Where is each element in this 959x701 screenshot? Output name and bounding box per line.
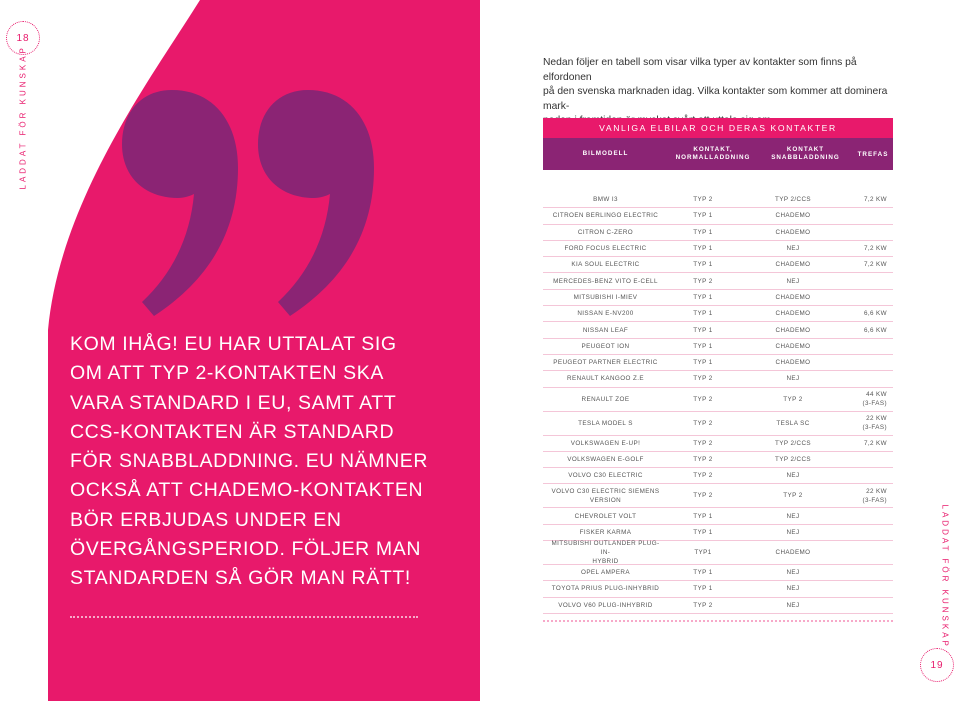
connector-table: [543, 118, 893, 622]
table-row: [543, 273, 893, 289]
table-row: [543, 241, 893, 257]
cell-model: OPEL AMPERA: [581, 569, 630, 577]
intro-line: Nedan följer en tabell som visar vilka typer av kontakter som finns på elfordonen: [543, 57, 857, 83]
cell-fast: TESLA SC: [776, 419, 810, 427]
cell-normal: TYP 1: [693, 212, 713, 220]
cell-fast: NEJ: [786, 245, 800, 253]
cell-fast: CHADEMO: [775, 326, 811, 334]
page-number-left: 18: [6, 21, 40, 55]
cell-normal: TYP 2: [693, 439, 713, 447]
cell-model: VOLKSWAGEN E-UP!: [570, 439, 641, 447]
cell-fast: CHADEMO: [775, 549, 811, 557]
header-fast: KONTAKT SNABBLADDNING: [771, 146, 840, 161]
table-row: [543, 322, 893, 338]
table-title: VANLIGA ELBILAR OCH DERAS KONTAKTER: [543, 118, 893, 138]
quote-text: [70, 330, 470, 594]
cell-normal: TYP 1: [693, 342, 713, 350]
cell-model: CHEVROLET VOLT: [574, 512, 637, 520]
table-row: [543, 412, 893, 436]
cell-model: CITROEN BERLINGO ELECTRIC: [552, 212, 659, 220]
table-row: [543, 468, 893, 484]
cell-fast: CHADEMO: [775, 293, 811, 301]
divider-left: [70, 616, 418, 618]
table-row: [543, 355, 893, 371]
table-row: [543, 225, 893, 241]
cell-three-phase: 6,6 KW: [863, 326, 887, 334]
cell-three-phase: 22 KW (3-FAS): [862, 415, 887, 432]
cell-normal: TYP 2: [693, 395, 713, 403]
intro-line: på den svenska marknaden idag. Vilka kontakter som kommer att dominera mark-: [543, 86, 888, 112]
cell-model: RENAULT KANGOO Z.E: [567, 375, 644, 383]
header-model: BILMODELL: [582, 150, 629, 157]
table-row: [543, 257, 893, 273]
cell-normal: TYP 1: [693, 569, 713, 577]
cell-model: FISKER KARMA: [579, 528, 632, 536]
cell-fast: NEJ: [786, 512, 800, 520]
cell-fast: CHADEMO: [775, 228, 811, 236]
cell-fast: NEJ: [786, 528, 800, 536]
quote-line: ÖVERGÅNGSPERIOD. FÖLJER MAN: [70, 538, 422, 561]
cell-model: KIA SOUL ELECTRIC: [571, 261, 640, 269]
table-row: [543, 541, 893, 565]
quote-line: STANDARDEN SÅ GÖR MAN RÄTT!: [70, 567, 411, 590]
quote-line: OCKSÅ ATT CHADEMO-KONTAKTEN: [70, 479, 424, 502]
page-number-right: 19: [920, 648, 954, 682]
cell-normal: TYP 2: [693, 419, 713, 427]
cell-three-phase: 44 KW (3-FAS): [862, 391, 887, 408]
cell-normal: TYP 1: [693, 245, 713, 253]
table-row: [543, 452, 893, 468]
cell-three-phase: 7,2 KW: [863, 245, 887, 253]
cell-three-phase: 7,2 KW: [863, 439, 887, 447]
cell-model: NISSAN LEAF: [582, 326, 629, 334]
cell-three-phase: 7,2 KW: [863, 261, 887, 269]
cell-model: RENAULT ZOE: [581, 395, 630, 403]
cell-fast: NEJ: [786, 375, 800, 383]
cell-three-phase: 22 KW (3-FAS): [862, 487, 887, 504]
cell-fast: NEJ: [786, 601, 800, 609]
table-row: [543, 208, 893, 224]
table-bottom-divider: [543, 620, 893, 622]
table-row: [543, 508, 893, 524]
cell-model: VOLVO C30 ELECTRIC SIEMENS VERSION: [551, 487, 660, 504]
cell-normal: TYP 2: [693, 456, 713, 463]
table-row: [543, 290, 893, 306]
cell-fast: TYP 2: [783, 395, 803, 403]
quote-line: OM ATT TYP 2-KONTAKTEN SKA: [70, 362, 384, 385]
cell-fast: TYP 2/CCS: [774, 456, 812, 463]
cell-model: MITSUBISHI OUTLANDER PLUG-IN- HYBRID: [551, 540, 660, 566]
cell-normal: TYP 2: [693, 472, 713, 480]
cell-fast: NEJ: [786, 569, 800, 577]
cell-normal: TYP 2: [693, 601, 713, 609]
side-label-right: LADDAT FÖR KUNSKAP: [940, 504, 950, 649]
quote-mark-icon: [120, 88, 380, 328]
cell-model: CITRON C-ZERO: [577, 228, 634, 236]
table-row: [543, 598, 893, 614]
cell-three-phase: 6,6 KW: [863, 310, 887, 318]
side-label-left: LADDAT FÖR KUNSKAP: [18, 45, 28, 190]
cell-normal: TYP 2: [693, 492, 713, 500]
quote-line: CCS-KONTAKTEN ÄR STANDARD: [70, 420, 395, 443]
table-row: [543, 192, 893, 208]
cell-model: MITSUBISHI I-MIEV: [573, 293, 638, 301]
cell-fast: CHADEMO: [775, 310, 811, 318]
quote-line: KOM IHÅG! EU HAR UTTALAT SIG: [70, 333, 397, 355]
cell-fast: CHADEMO: [775, 212, 811, 220]
cell-three-phase: 7,2 KW: [863, 196, 887, 204]
cell-normal: TYP1: [694, 549, 712, 557]
cell-model: VOLVO C30 ELECTRIC: [568, 472, 643, 480]
cell-fast: TYP 2/CCS: [774, 439, 812, 447]
header-three-phase: TREFAS: [857, 150, 889, 158]
cell-model: VOLVO V60 PLUG-INHYBRID: [558, 601, 653, 609]
cell-normal: TYP 1: [693, 512, 713, 520]
cell-normal: TYP 1: [693, 528, 713, 536]
table-row: [543, 436, 893, 452]
cell-normal: TYP 1: [693, 326, 713, 334]
cell-fast: CHADEMO: [775, 342, 811, 350]
cell-fast: TYP 2/CCS: [774, 196, 812, 204]
cell-normal: TYP 1: [693, 310, 713, 318]
quote-line: FÖR SNABBLADDNING. EU NÄMNER: [70, 450, 429, 473]
cell-normal: TYP 1: [693, 293, 713, 301]
table-header: [543, 138, 893, 170]
cell-normal: TYP 2: [693, 196, 713, 204]
table-body: [543, 192, 893, 614]
table-row: [543, 371, 893, 387]
cell-normal: TYP 2: [693, 375, 713, 383]
table-gap: [543, 170, 893, 192]
cell-model: PEUGEOT PARTNER ELECTRIC: [553, 359, 658, 367]
cell-model: VOLKSWAGEN E-GOLF: [567, 456, 644, 463]
cell-model: NISSAN E-NV200: [577, 310, 634, 318]
cell-fast: NEJ: [786, 585, 800, 593]
cell-model: FORD FOCUS ELECTRIC: [564, 245, 647, 253]
cell-fast: NEJ: [786, 472, 800, 480]
cell-fast: TYP 2: [783, 492, 803, 500]
table-row: [543, 388, 893, 412]
cell-normal: TYP 1: [693, 261, 713, 269]
cell-normal: TYP 1: [693, 228, 713, 236]
cell-model: TOYOTA PRIUS PLUG-INHYBRID: [551, 585, 660, 593]
table-row: [543, 339, 893, 355]
cell-normal: TYP 2: [693, 277, 713, 285]
cell-fast: CHADEMO: [775, 261, 811, 269]
table-row: [543, 581, 893, 597]
cell-normal: TYP 1: [693, 359, 713, 367]
cell-fast: CHADEMO: [775, 359, 811, 367]
cell-normal: TYP 1: [693, 585, 713, 593]
header-normal: KONTAKT, NORMALLADDNING: [675, 146, 751, 161]
table-row: [543, 565, 893, 581]
quote-line: BÖR ERBJUDAS UNDER EN: [70, 508, 342, 531]
table-row: [543, 484, 893, 508]
cell-model: MERCEDES-BENZ VITO E-CELL: [553, 277, 658, 285]
cell-fast: NEJ: [786, 277, 800, 285]
cell-model: PEUGEOT ION: [581, 342, 630, 350]
cell-model: BMW I3: [593, 196, 618, 204]
table-row: [543, 306, 893, 322]
cell-model: TESLA MODEL S: [578, 419, 633, 427]
quote-line: VARA STANDARD I EU, SAMT ATT: [70, 391, 397, 414]
